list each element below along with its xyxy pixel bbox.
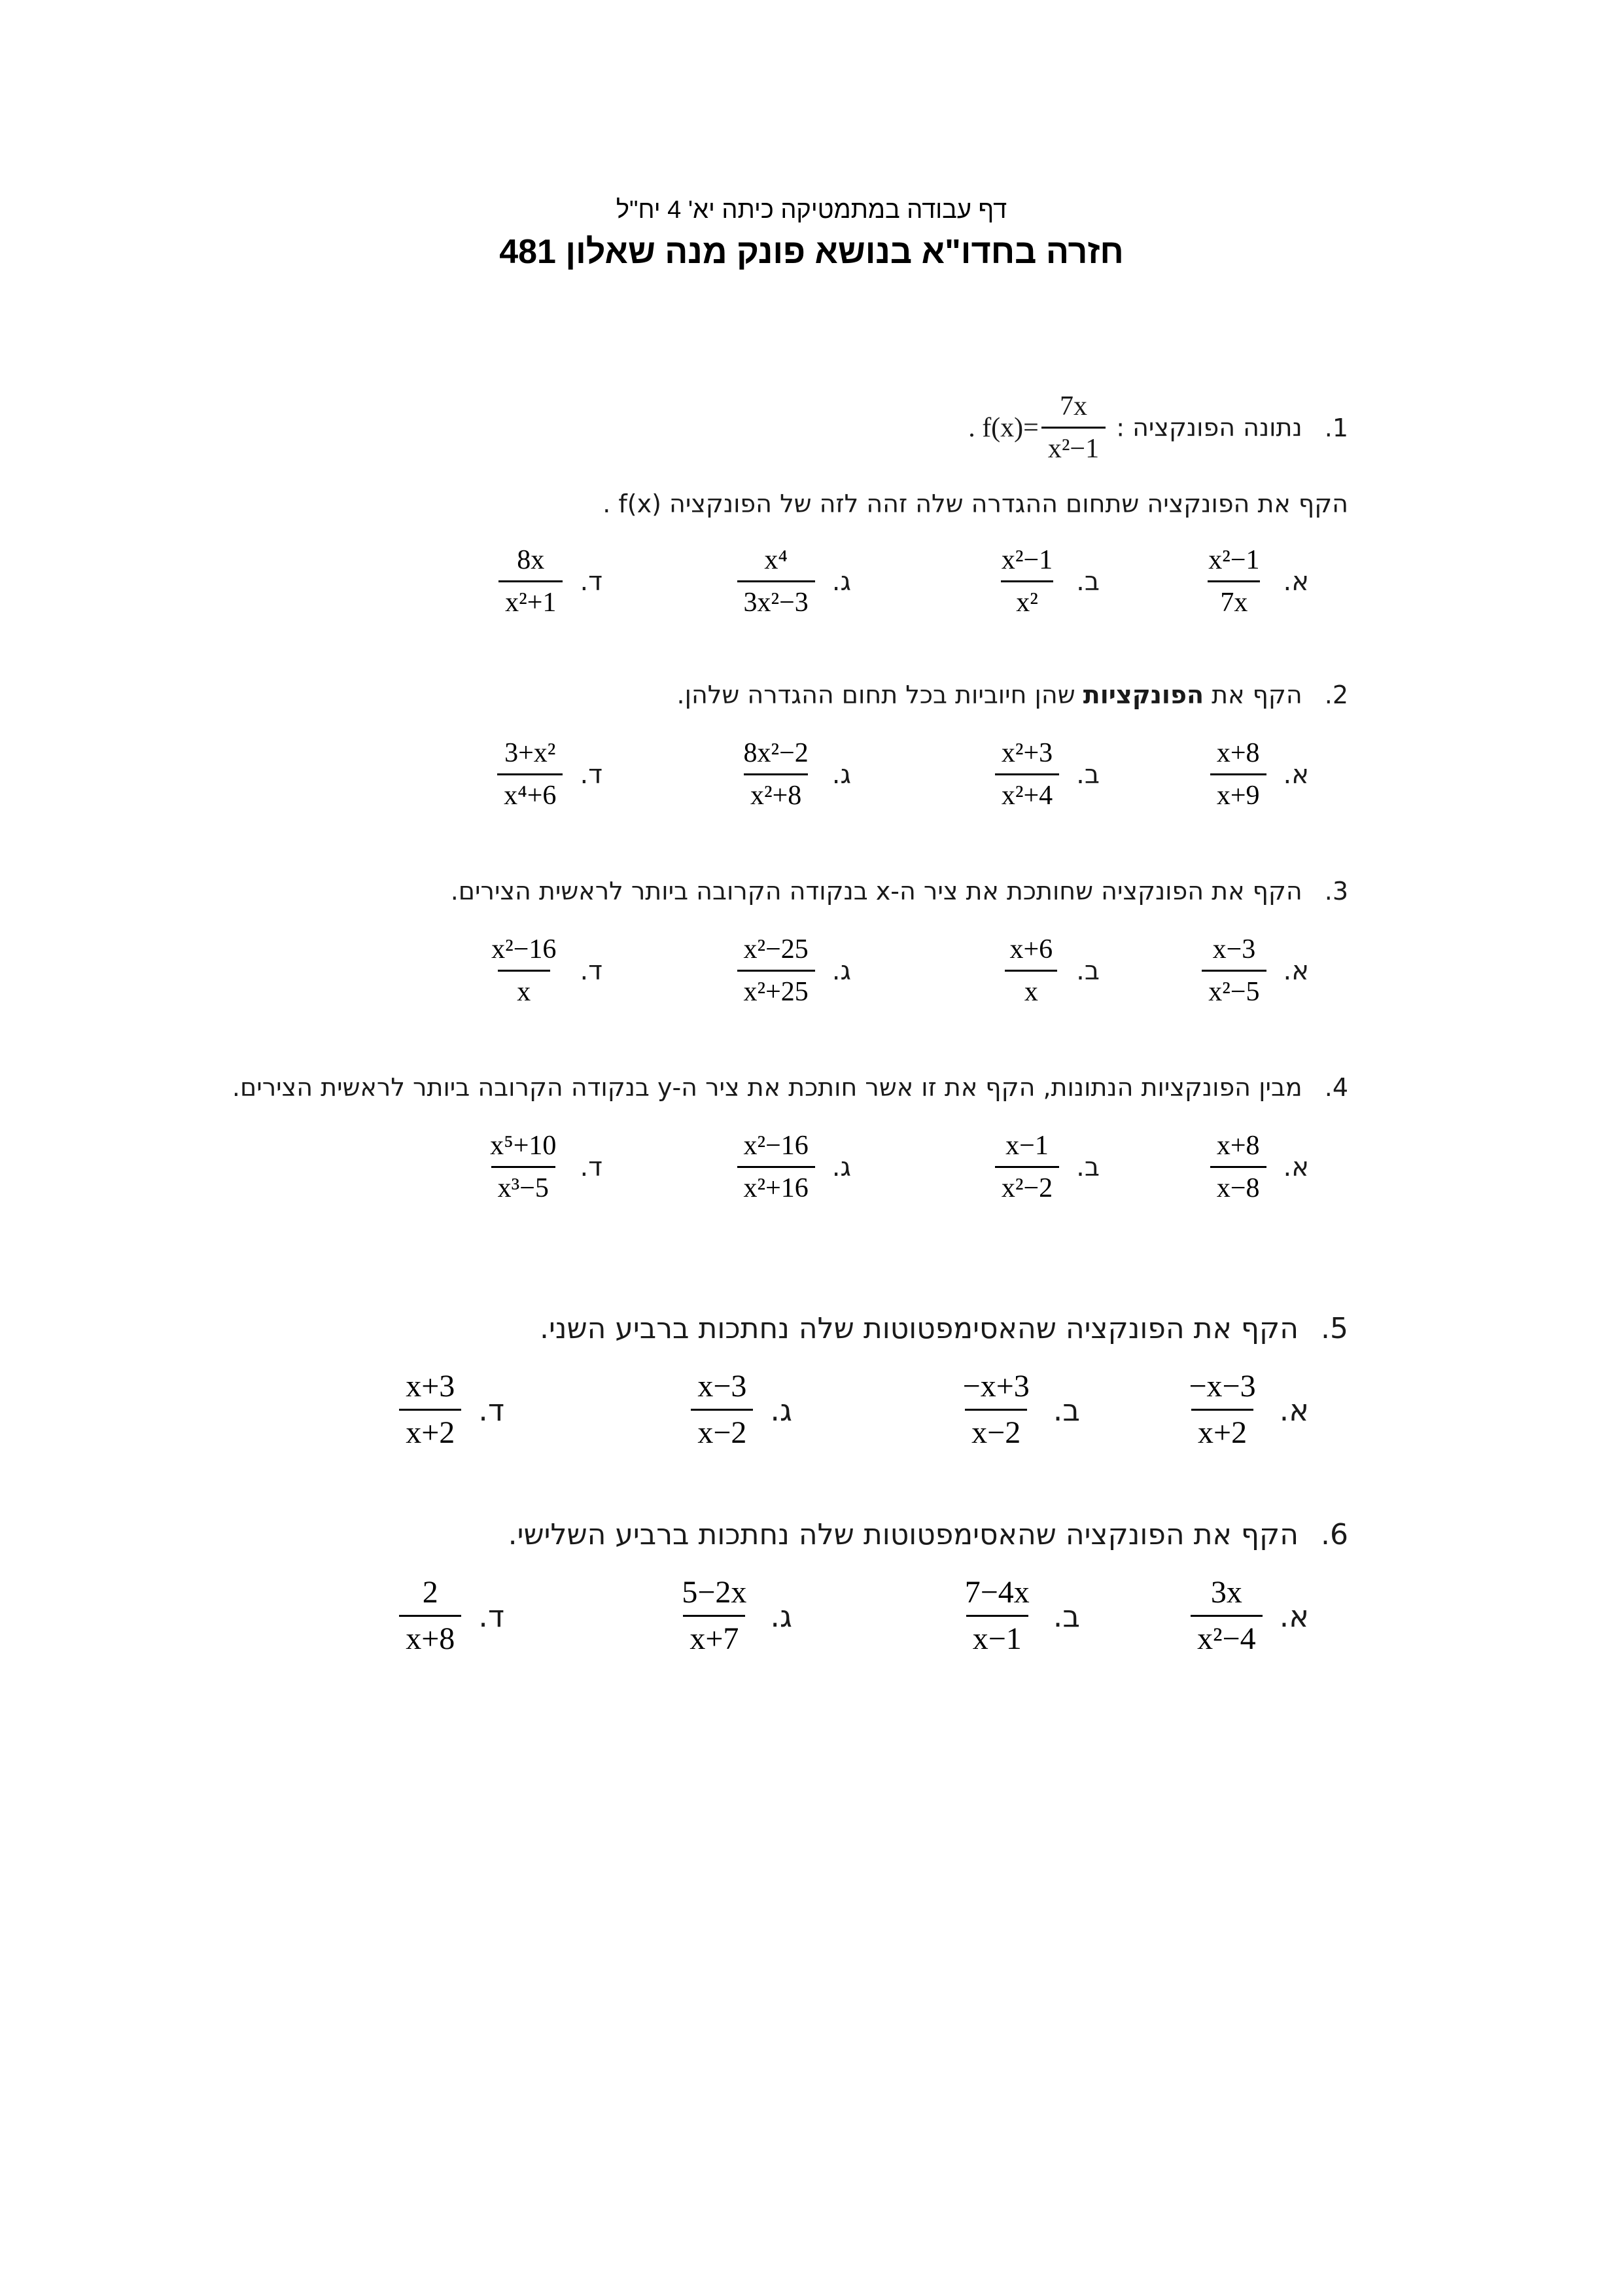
option-fraction [1210,739,1266,809]
option-label: ב. [1053,1392,1080,1428]
fraction-numerator: x⁵+10 [490,1131,557,1161]
question-2-bold-word: הפונקציות [1083,680,1204,709]
option-label: ג. [831,759,851,790]
question-3-text: הקף את הפונקציה שחותכת את ציר ה-x בנקודה הקרובה ביותר לראשית הצירים. [450,877,1302,906]
option-label: ד. [580,1152,602,1182]
fraction-denominator: x³−5 [491,1166,555,1202]
option-label: ד. [580,566,602,597]
option-label: א. [1279,1598,1309,1634]
fraction-denominator: x+2 [399,1409,461,1449]
option-fraction [1202,936,1266,1006]
question-4 [232,1073,1348,1102]
option-label: ג. [831,955,851,986]
option-label: ב. [1076,1152,1100,1182]
option-label: א. [1283,566,1309,597]
fraction-numerator: x²+3 [1001,738,1053,768]
fraction-denominator: 7x [1208,580,1260,616]
option-fraction [737,546,815,616]
option-label: ג. [770,1598,792,1634]
fraction-denominator: x+2 [1191,1409,1253,1449]
option-label: ב. [1076,955,1100,986]
option-fraction [399,1577,461,1655]
question-6 [508,1518,1348,1551]
option-q5-c[interactable] [691,1371,792,1449]
fraction-numerator: x⁴ [764,545,788,575]
option-fraction [483,1132,563,1202]
option-q6-d[interactable] [399,1577,504,1655]
question-number: 1. [1324,413,1348,442]
fraction-numerator: 8x²−2 [743,738,809,768]
worksheet-subtitle: דף עבודה במתמטיקה כיתה יא' 4 יח"ל [616,196,1007,224]
fraction-denominator: x²+1 [498,580,563,616]
fraction-denominator: x²−2 [995,1166,1059,1202]
option-q5-d[interactable] [399,1371,504,1449]
fraction-numerator: x−3 [1212,934,1256,964]
option-fraction [995,739,1059,809]
option-label: ב. [1076,566,1100,597]
option-label: ד. [478,1392,504,1428]
fraction-numerator: −x+3 [962,1369,1030,1404]
question-2-text-before: הקף את [1204,680,1302,709]
option-fraction [1003,936,1059,1006]
option-fraction [675,1577,753,1655]
option-fraction [1182,1371,1262,1449]
question-number: 3. [1324,877,1348,906]
option-q4-a[interactable] [1210,1132,1309,1202]
question-1-instruction: הקף את הפונקציה שתחום ההגדרה שלה זהה לזה של הפונקציה f(x) . [602,489,1348,518]
question-number: 6. [1321,1518,1348,1551]
fraction-denominator: x+7 [683,1615,745,1655]
question-number: 5. [1321,1312,1348,1345]
given-function-fraction [1041,393,1106,463]
fraction-numerator: 8x [517,545,545,575]
option-label: ג. [831,566,851,597]
option-q4-b[interactable] [995,1132,1100,1202]
question-number: 4. [1324,1073,1348,1102]
option-fraction [737,936,815,1006]
fraction-denominator: x−8 [1210,1166,1266,1202]
fraction-denominator: x²+4 [995,773,1059,809]
fraction-numerator: −x−3 [1189,1369,1256,1404]
fraction-denominator: 3x²−3 [737,580,815,616]
option-q5-b[interactable] [956,1371,1080,1449]
option-fraction [1202,546,1266,616]
option-fraction [737,1132,815,1202]
question-5-text: הקף את הפונקציה שהאסימפטוטות שלה נחתכות ברביע השני. [540,1312,1299,1345]
option-q6-a[interactable] [1191,1577,1309,1655]
option-fraction [498,546,563,616]
option-q2-a[interactable] [1210,739,1309,809]
option-q1-a[interactable] [1202,546,1309,616]
fraction-denominator: x²−1 [1041,427,1106,463]
fraction-denominator: x²−5 [1202,970,1266,1006]
option-label: א. [1283,955,1309,986]
option-fraction [1210,1132,1266,1202]
option-label: ב. [1076,759,1100,790]
option-q5-a[interactable] [1182,1371,1309,1449]
option-label: ד. [478,1598,504,1634]
fraction-numerator: x+3 [406,1369,455,1404]
option-q4-d[interactable] [483,1132,602,1202]
option-q1-c[interactable] [737,546,851,616]
fraction-numerator: x²−1 [1001,545,1053,575]
option-label: ד. [580,955,602,986]
option-q3-a[interactable] [1202,936,1309,1006]
option-label: א. [1279,1392,1309,1428]
option-label: ד. [580,759,602,790]
worksheet-title: חזרה בחדו"א בנושא פונק מנה שאלון 481 [499,233,1124,271]
question-2-text-after: שהן חיוביות בכל תחום ההגדרה שלהן. [676,680,1083,709]
option-q1-d[interactable] [498,546,602,616]
fraction-numerator: 7x [1059,391,1087,421]
option-fraction [737,739,815,809]
option-fraction [485,936,563,1006]
fraction-denominator: x⁴+6 [497,773,563,809]
fraction-denominator: x [498,970,550,1006]
option-fraction [958,1577,1036,1655]
option-q2-d[interactable] [497,739,602,809]
fraction-numerator: x²−25 [743,934,809,964]
fraction-denominator: x² [1001,580,1053,616]
question-4-text: מבין הפונקציות הנתונות, הקף את זו אשר חותכת את ציר ה-y בנקודה הקרובה ביותר לראשית הצירים. [232,1073,1302,1102]
fraction-denominator: x−2 [965,1409,1027,1449]
fraction-numerator: x+8 [1216,1131,1260,1161]
option-fraction [691,1371,753,1449]
question-1-intro [968,393,1348,463]
fraction-denominator: x²+8 [744,773,808,809]
question-3 [451,877,1348,906]
fraction-numerator: 3x [1210,1575,1242,1610]
fraction-numerator: x²−16 [743,1131,809,1161]
option-q6-b[interactable] [958,1577,1080,1655]
option-q2-c[interactable] [737,739,851,809]
fraction-numerator: 2 [422,1575,438,1610]
fraction-denominator: x²+25 [737,970,815,1006]
fraction-numerator: 3+x² [504,738,556,768]
question-6-text: הקף את הפונקציה שהאסימפטוטות שלה נחתכות ברביע השלישי. [508,1518,1299,1551]
fraction-numerator: x+6 [1009,934,1053,964]
option-label: ג. [831,1152,851,1182]
question-2 [677,680,1348,709]
option-fraction [995,546,1059,616]
fraction-numerator: x²−16 [491,934,557,964]
option-q6-c[interactable] [675,1577,792,1655]
fraction-numerator: x+8 [1216,738,1260,768]
option-fraction [497,739,563,809]
fraction-denominator: x²+16 [737,1166,815,1202]
fraction-denominator: x+8 [399,1615,461,1655]
option-fraction [995,1132,1059,1202]
option-q2-b[interactable] [995,739,1100,809]
fraction-denominator: x²−4 [1191,1615,1262,1655]
option-fraction [399,1371,461,1449]
fraction-denominator: x−2 [691,1409,753,1449]
fraction-numerator: 7−4x [964,1575,1030,1610]
option-q3-d[interactable] [485,936,602,1006]
option-q1-b[interactable] [995,546,1100,616]
fraction-numerator: 5−2x [682,1575,747,1610]
question-number: 2. [1324,680,1348,709]
fraction-numerator: x−1 [1005,1131,1049,1161]
option-fraction [1191,1577,1262,1655]
option-q3-c[interactable] [737,936,851,1006]
fraction-denominator: x [1005,970,1057,1006]
option-q4-c[interactable] [737,1132,851,1202]
option-label: א. [1283,1152,1309,1182]
option-fraction [956,1371,1036,1449]
given-function [968,393,1108,463]
function-lhs: . f(x)= [968,412,1039,443]
option-label: ב. [1053,1598,1080,1634]
option-label: א. [1283,759,1309,790]
option-q3-b[interactable] [1003,936,1100,1006]
fraction-denominator: x+9 [1210,773,1266,809]
option-label: ג. [770,1392,792,1428]
fraction-numerator: x−3 [697,1369,747,1404]
fraction-numerator: x²−1 [1208,545,1260,575]
question-5 [540,1312,1348,1345]
fraction-denominator: x−1 [966,1615,1028,1655]
question-1-intro-text: נתונה הפונקציה : [1116,413,1302,442]
